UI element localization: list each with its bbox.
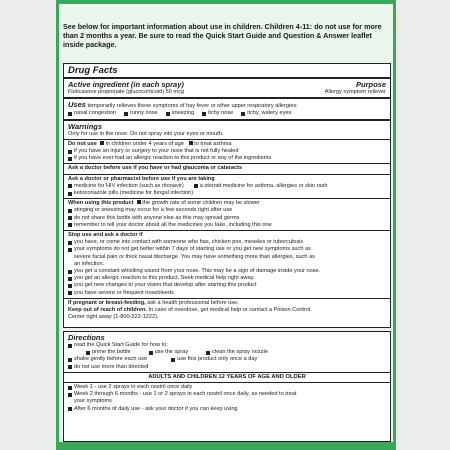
do-not-use-b: to treat asthma — [194, 140, 232, 147]
active-ingredient-header — [68, 80, 386, 89]
list-item: a steroid medicine for asthma, allergies or skin rash — [194, 183, 328, 190]
uses-row — [68, 100, 386, 110]
divider — [64, 174, 390, 175]
list-item: stinging or sneezing may occur for a few seconds right after use — [68, 207, 386, 214]
divider — [64, 382, 390, 383]
active-ingredient-row — [68, 89, 386, 96]
active-ingredient: Fluticasone propionate (glucocorticoid) 50 mcg — [68, 89, 184, 95]
list-item: prime the bottle — [86, 349, 131, 356]
drug-facts-title: Drug Facts — [68, 65, 118, 76]
divider — [64, 77, 390, 79]
ask-pharmacist-heading: Ask a doctor or pharmacist before use if you are taking — [68, 175, 215, 182]
list-item: sneezing — [166, 110, 194, 117]
list-item: runny nose — [124, 110, 158, 117]
directions-heading: Directions — [68, 333, 105, 342]
list-item: itchy, watery eyes — [241, 110, 291, 117]
divider — [64, 230, 390, 231]
list-item: you get a constant whistling sound from your nose. This may be a sign of damage inside your nose. — [68, 268, 386, 275]
drug-facts-panel — [63, 63, 391, 328]
warnings-heading: Warnings — [68, 121, 103, 131]
uses-text: temporarily relieves these symptoms of hay fever or other upper respiratory allergies: — [87, 103, 298, 110]
list-item: clean the spray nozzle — [206, 349, 268, 356]
divider — [64, 139, 390, 140]
divider — [64, 372, 390, 373]
list-item: your symptoms do not get better within 7 days of starting use or you get new symptoms such as — [68, 246, 386, 253]
list-item-continued: severe facial pain or thick nasal discharge. You may have something more than allergies, such as — [74, 253, 315, 260]
list-item: itchy nose — [202, 110, 233, 117]
divider — [64, 163, 390, 164]
active-ingredient-heading: Active ingredient (in each spray) — [68, 80, 184, 89]
list-item: do not share this bottle with anyone else as this may spread germs — [68, 215, 386, 222]
divider — [64, 119, 390, 121]
uses-list — [68, 110, 386, 117]
list-item: shake gently before each use — [68, 356, 147, 363]
divider — [64, 198, 390, 199]
divider — [64, 298, 390, 299]
keep-out-text: In case of overdose, get medical help or contact a Poison Control — [148, 307, 311, 314]
adults-heading: ADULTS AND CHILDREN 12 YEARS OF AGE AND OLDER — [148, 373, 306, 380]
list-item-continued: your symptoms — [74, 398, 112, 405]
ask-pharmacist-row — [68, 183, 386, 190]
list-item: if you have an injury or surgery to your nose that is not fully healed — [68, 148, 386, 155]
list-item-continued: an infection. — [74, 260, 105, 267]
list-item: use this product only once a day — [171, 356, 257, 363]
keep-out-row — [68, 307, 386, 314]
top-green-stripe — [59, 0, 393, 4]
list-item: remember to tell your doctor about all the medicines you take, including this one — [68, 222, 386, 229]
do-not-use-a: in children under 4 years of age — [105, 140, 184, 147]
list-item: if you have ever had an allergic reaction to this product or any of the ingredients — [68, 155, 386, 162]
list-item: Week 1 - use 2 sprays in each nostril once daily — [68, 384, 386, 391]
purpose: Allergy symptom reliever — [324, 89, 386, 95]
when-using-first: the growth rate of some children may be slower — [142, 200, 260, 207]
directions-panel — [63, 331, 391, 442]
ask-doctor-text: Ask a doctor before use if you have or had glaucoma or cataracts — [68, 165, 243, 172]
list-item: Week 2 through 6 months - use 1 or 2 sprays in each nostril once daily, as needed to treat — [68, 391, 386, 398]
divider — [64, 97, 390, 99]
list-item: you get an allergic reaction to this product. Seek medical help right away. — [68, 275, 386, 282]
purpose-heading: Purpose — [355, 80, 386, 89]
when-using-row — [68, 200, 386, 207]
pregnant-text: ask a health professional before use. — [147, 299, 239, 306]
list-item: nasal congestion — [68, 110, 116, 117]
left-background — [0, 0, 56, 450]
package-panel — [56, 0, 396, 450]
bottom-green-stripe — [59, 442, 393, 450]
pregnant-label: If pregnant or breast-feeding, — [68, 299, 146, 306]
list-item: ketoconazole pills (medicine for fungal infection) — [68, 190, 386, 197]
pregnant-row — [68, 300, 386, 307]
list-item: After 6 months of daily use - ask your doctor if you can keep using — [68, 406, 386, 413]
uses-heading: Uses — [68, 100, 86, 110]
list-item: you have severe or frequent nosebleeds — [68, 290, 386, 297]
list-item: read the Quick Start Guide for how to: — [68, 342, 386, 349]
how-to-list — [68, 349, 386, 356]
list-item: do not use more than directed — [68, 364, 386, 371]
right-background — [396, 0, 450, 450]
only-nose-text: Only for use in the nose. Do not spray into your eyes or mouth. — [68, 130, 224, 137]
stop-use-heading: Stop use and ask a doctor if — [68, 232, 143, 239]
list-item: you have, or come into contact with someone who has, chicken pox, measles or tuberculosis — [68, 239, 386, 246]
list-item: medicine for HIV infection (such as ritonavir) — [68, 183, 184, 190]
do-not-use-row — [68, 141, 386, 148]
extra-list — [68, 356, 386, 363]
poison-control-text: Center right away (1-800-222-1222). — [68, 314, 159, 321]
when-using-label: When using this product — [68, 200, 134, 207]
keep-out-label: Keep out of reach of children. — [68, 307, 147, 314]
list-item: you get new changes to your vision that develop after starting this product — [68, 282, 386, 289]
list-item: use the spray — [149, 349, 189, 356]
do-not-use-label: Do not use — [68, 140, 97, 147]
intro-text: See below for important information about use in children. Children 4-11: do not use for more than 2 months a year. Be sure to read the Quick Start Guide and Question & Answer leaflet inside package. — [63, 22, 382, 49]
